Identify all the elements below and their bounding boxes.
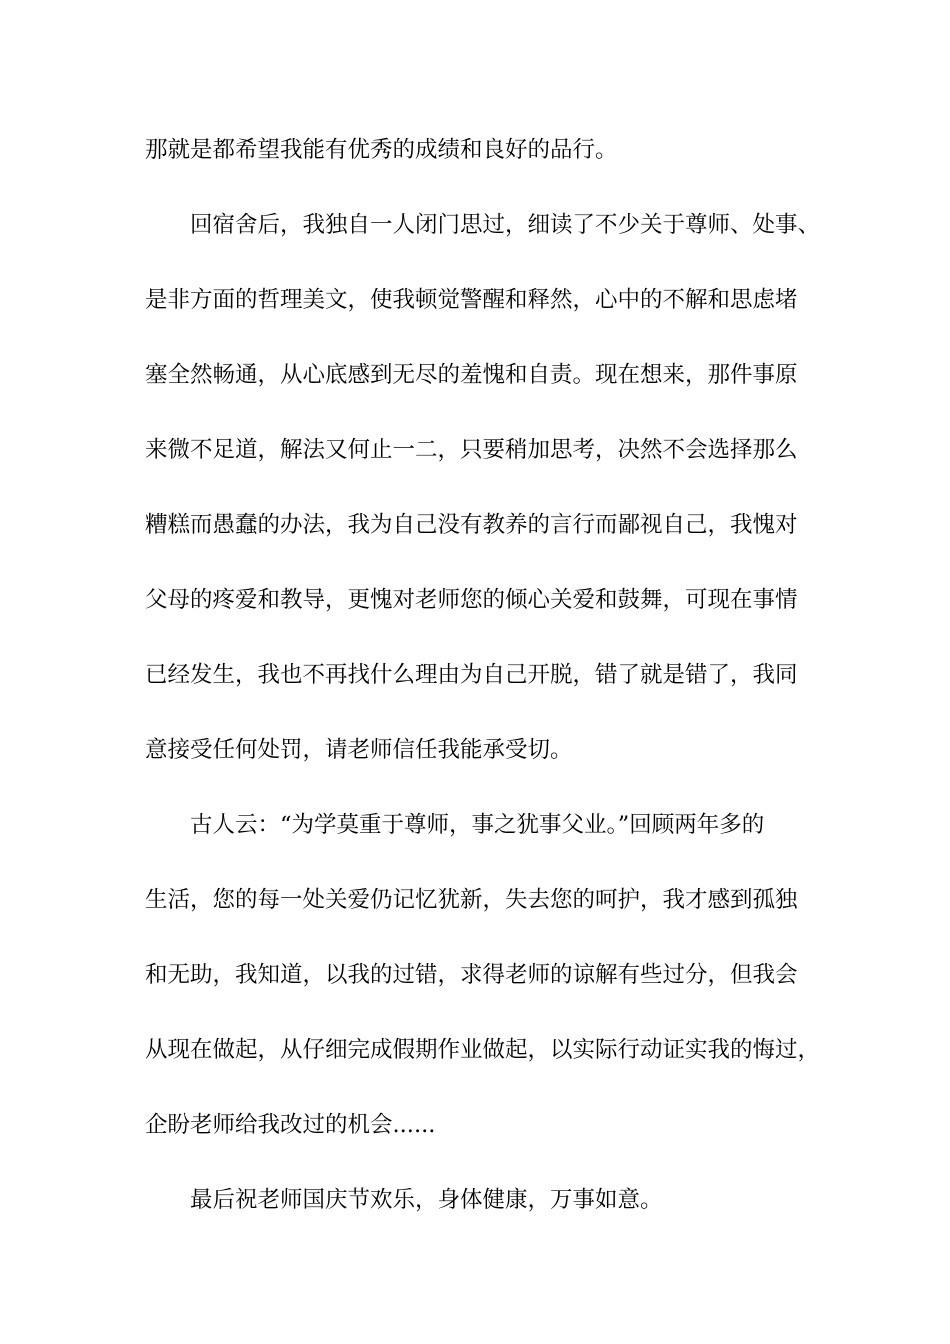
- text-line: 已经发生，我也不再找什么理由为自己开脱，错了就是错了，我同: [145, 662, 798, 688]
- text-line: 最后祝老师国庆节欢乐，身体健康，万事如意。: [190, 1187, 663, 1213]
- text-line: 和无助，我知道，以我的过错，求得老师的谅解有些过分，但我会: [145, 962, 798, 988]
- text-line: 古人云：“为学莫重于尊师，事之犹事父业。”回顾两年多的: [190, 812, 765, 838]
- text-line: 从现在做起，从仔细完成假期作业做起，以实际行动证实我的悔过，: [145, 1037, 821, 1063]
- text-line: 来微不足道，解法又何止一二，只要稍加思考，决然不会选择那么: [145, 437, 798, 463]
- text-line: 回宿舍后，我独自一人闭门思过，细读了不少关于尊师、处事、: [190, 212, 821, 238]
- text-line: 塞全然畅通，从心底感到无尽的羞愧和自责。现在想来，那件事原: [145, 362, 798, 388]
- text-line: 那就是都希望我能有优秀的成绩和良好的品行。: [145, 137, 618, 163]
- text-line: 企盼老师给我改过的机会......: [145, 1112, 436, 1138]
- text-line: 是非方面的哲理美文，使我顿觉警醒和释然，心中的不解和思虑堵: [145, 287, 798, 313]
- text-line: 意接受任何处罚，请老师信任我能承受切。: [145, 737, 573, 763]
- text-line: 糟糕而愚蠢的办法，我为自己没有教养的言行而鄙视自己，我愧对: [145, 512, 798, 538]
- text-line: 父母的疼爱和教导，更愧对老师您的倾心关爱和鼓舞，可现在事情: [145, 587, 798, 613]
- text-line: 生活，您的每一处关爱仍记忆犹新，失去您的呵护，我才感到孤独: [145, 887, 798, 913]
